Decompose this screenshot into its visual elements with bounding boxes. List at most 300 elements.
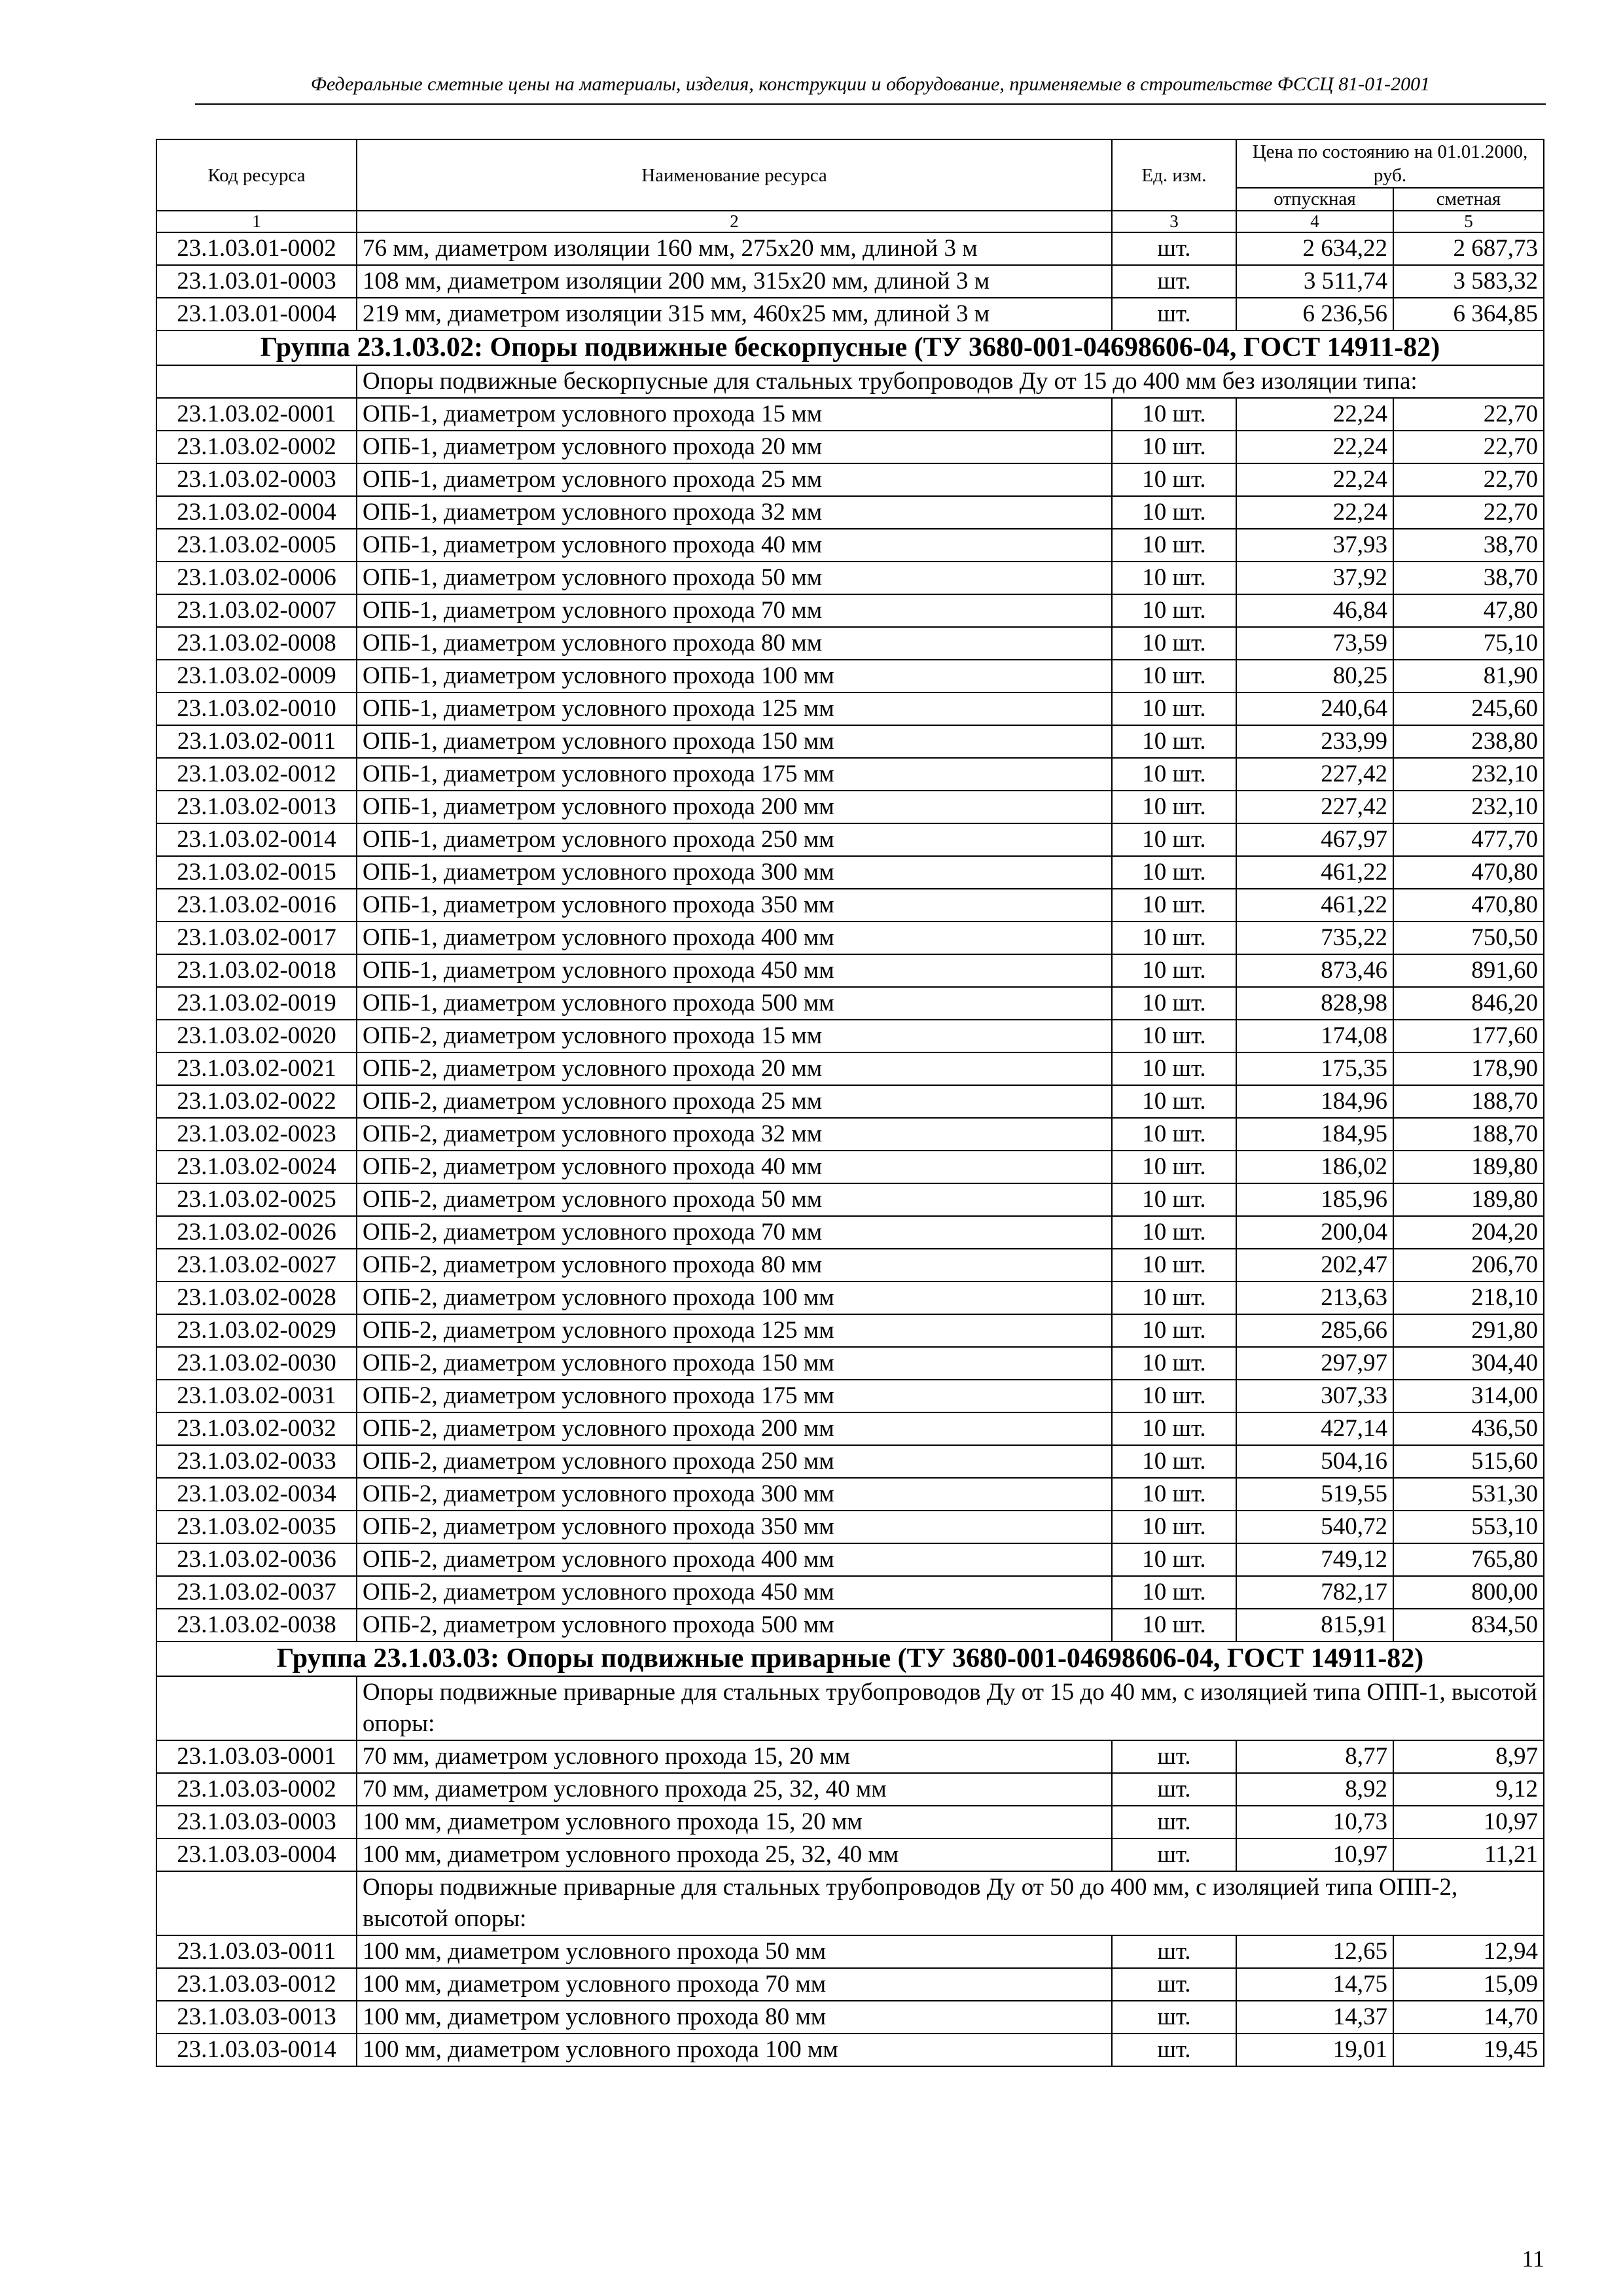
unit-of-measure: 10 шт.: [1112, 1151, 1236, 1183]
release-price: 37,93: [1236, 529, 1393, 562]
subgroup-note: Опоры подвижные приварные для стальных трубопроводов Ду от 15 до 40 мм, с изоляцией типа ОПП-1, высотой опоры:: [357, 1676, 1544, 1740]
column-number: 1: [156, 211, 357, 232]
resource-code: 23.1.03.02-0013: [156, 791, 357, 823]
unit-of-measure: 10 шт.: [1112, 562, 1236, 594]
estimate-price: 38,70: [1393, 529, 1544, 562]
table-row: [156, 791, 1544, 823]
resource-code: 23.1.03.02-0008: [156, 627, 357, 660]
table-row: [156, 823, 1544, 856]
unit-of-measure: 10 шт.: [1112, 1511, 1236, 1543]
estimate-price: 188,70: [1393, 1085, 1544, 1118]
unit-of-measure: шт.: [1112, 1806, 1236, 1839]
estimate-price: 515,60: [1393, 1445, 1544, 1478]
estimate-price: 22,70: [1393, 463, 1544, 496]
estimate-price: 238,80: [1393, 725, 1544, 758]
table-row: [156, 1968, 1544, 2001]
resource-code: 23.1.03.02-0032: [156, 1412, 357, 1445]
group-heading: Группа 23.1.03.03: Опоры подвижные приварные (ТУ 3680-001-04698606-04, ГОСТ 14911-82): [156, 1641, 1544, 1676]
table-row: [156, 1151, 1544, 1183]
resource-name: ОПБ-2, диаметром условного прохода 350 мм: [357, 1511, 1112, 1543]
unit-of-measure: шт.: [1112, 1935, 1236, 1968]
group-heading-row: [156, 1641, 1544, 1676]
estimate-price: 15,09: [1393, 1968, 1544, 2001]
resource-name: ОПБ-1, диаметром условного прохода 250 мм: [357, 823, 1112, 856]
estimate-price: 11,21: [1393, 1839, 1544, 1871]
unit-of-measure: шт.: [1112, 1773, 1236, 1806]
estimate-price: 206,70: [1393, 1249, 1544, 1282]
release-price: 540,72: [1236, 1511, 1393, 1543]
resource-name: ОПБ-1, диаметром условного прохода 100 мм: [357, 660, 1112, 692]
release-price: 174,08: [1236, 1020, 1393, 1052]
release-price: 22,24: [1236, 496, 1393, 529]
table-row: [156, 562, 1544, 594]
unit-of-measure: 10 шт.: [1112, 594, 1236, 627]
resource-code: 23.1.03.02-0002: [156, 431, 357, 463]
table-row: [156, 431, 1544, 463]
table-row: [156, 889, 1544, 922]
resource-code: 23.1.03.03-0013: [156, 2001, 357, 2034]
resource-code: 23.1.03.01-0003: [156, 265, 357, 298]
subgroup-note: Опоры подвижные приварные для стальных трубопроводов Ду от 50 до 400 мм, с изоляцией типа ОПП-2, высотой опоры:: [357, 1871, 1544, 1935]
unit-of-measure: 10 шт.: [1112, 823, 1236, 856]
release-price: 227,42: [1236, 791, 1393, 823]
page-number: 11: [1522, 2246, 1544, 2272]
release-price: 22,24: [1236, 463, 1393, 496]
table-row: [156, 298, 1544, 331]
header-rule: [195, 103, 1546, 105]
table-row: [156, 1839, 1544, 1871]
release-price: 467,97: [1236, 823, 1393, 856]
estimate-price: 177,60: [1393, 1020, 1544, 1052]
release-price: 504,16: [1236, 1445, 1393, 1478]
resource-code: 23.1.03.02-0009: [156, 660, 357, 692]
release-price: 2 634,22: [1236, 232, 1393, 265]
table-row: [156, 1282, 1544, 1314]
unit-of-measure: 10 шт.: [1112, 398, 1236, 431]
table-row: [156, 660, 1544, 692]
release-price: 3 511,74: [1236, 265, 1393, 298]
table-row: [156, 856, 1544, 889]
table-row: [156, 1118, 1544, 1151]
unit-of-measure: 10 шт.: [1112, 1445, 1236, 1478]
resource-name: 100 мм, диаметром условного прохода 80 мм: [357, 2001, 1112, 2034]
unit-of-measure: 10 шт.: [1112, 954, 1236, 987]
release-price: 213,63: [1236, 1282, 1393, 1314]
estimate-price: 22,70: [1393, 398, 1544, 431]
release-price: 6 236,56: [1236, 298, 1393, 331]
estimate-price: 470,80: [1393, 856, 1544, 889]
estimate-price: 232,10: [1393, 791, 1544, 823]
table-row: [156, 1314, 1544, 1347]
resource-name: ОПБ-1, диаметром условного прохода 300 мм: [357, 856, 1112, 889]
release-price: 519,55: [1236, 1478, 1393, 1511]
table-row: [156, 1020, 1544, 1052]
column-number: 3: [1112, 211, 1236, 232]
resource-code: 23.1.03.02-0029: [156, 1314, 357, 1347]
release-price: 22,24: [1236, 398, 1393, 431]
unit-of-measure: 10 шт.: [1112, 1576, 1236, 1609]
resource-name: 70 мм, диаметром условного прохода 25, 32, 40 мм: [357, 1773, 1112, 1806]
resource-name: ОПБ-2, диаметром условного прохода 25 мм: [357, 1085, 1112, 1118]
table-row: [156, 2001, 1544, 2034]
resource-name: ОПБ-1, диаметром условного прохода 80 мм: [357, 627, 1112, 660]
resource-name: ОПБ-2, диаметром условного прохода 175 мм: [357, 1380, 1112, 1412]
resource-code: 23.1.03.02-0005: [156, 529, 357, 562]
resource-name: ОПБ-2, диаметром условного прохода 400 мм: [357, 1543, 1112, 1576]
column-number: 5: [1393, 211, 1544, 232]
unit-of-measure: 10 шт.: [1112, 987, 1236, 1020]
table-row: [156, 725, 1544, 758]
resource-code: 23.1.03.02-0018: [156, 954, 357, 987]
table-row: [156, 1085, 1544, 1118]
estimate-price: 22,70: [1393, 496, 1544, 529]
resource-code: 23.1.03.02-0031: [156, 1380, 357, 1412]
table-row: [156, 954, 1544, 987]
resource-name: ОПБ-1, диаметром условного прохода 40 мм: [357, 529, 1112, 562]
resource-code: 23.1.03.02-0022: [156, 1085, 357, 1118]
resource-name: ОПБ-2, диаметром условного прохода 200 мм: [357, 1412, 1112, 1445]
resource-code: 23.1.03.02-0004: [156, 496, 357, 529]
estimate-price: 553,10: [1393, 1511, 1544, 1543]
table-row: [156, 594, 1544, 627]
release-price: 73,59: [1236, 627, 1393, 660]
resource-code: 23.1.03.02-0021: [156, 1052, 357, 1085]
table-row: [156, 265, 1544, 298]
table-row: [156, 1576, 1544, 1609]
resource-code: 23.1.03.02-0024: [156, 1151, 357, 1183]
resource-name: 100 мм, диаметром условного прохода 25, 32, 40 мм: [357, 1839, 1112, 1871]
unit-of-measure: 10 шт.: [1112, 1347, 1236, 1380]
table-row: [156, 1347, 1544, 1380]
table-row: [156, 1249, 1544, 1282]
unit-of-measure: шт.: [1112, 1968, 1236, 2001]
resource-name: ОПБ-1, диаметром условного прохода 200 мм: [357, 791, 1112, 823]
resource-name: ОПБ-1, диаметром условного прохода 350 мм: [357, 889, 1112, 922]
table-row: [156, 1380, 1544, 1412]
resource-code: 23.1.03.02-0007: [156, 594, 357, 627]
unit-of-measure: 10 шт.: [1112, 1609, 1236, 1641]
release-price: 240,64: [1236, 692, 1393, 725]
estimate-price: 834,50: [1393, 1609, 1544, 1641]
resource-name: 219 мм, диаметром изоляции 315 мм, 460х25 мм, длиной 3 м: [357, 298, 1112, 331]
resource-code: 23.1.03.02-0020: [156, 1020, 357, 1052]
unit-of-measure: 10 шт.: [1112, 889, 1236, 922]
estimate-price: 750,50: [1393, 922, 1544, 954]
table-row: [156, 1511, 1544, 1543]
resource-code: 23.1.03.02-0028: [156, 1282, 357, 1314]
resource-name: ОПБ-2, диаметром условного прохода 100 мм: [357, 1282, 1112, 1314]
table-row: [156, 1052, 1544, 1085]
unit-of-measure: 10 шт.: [1112, 1052, 1236, 1085]
estimate-price: 75,10: [1393, 627, 1544, 660]
column-number: 2: [357, 211, 1112, 232]
resource-name: 100 мм, диаметром условного прохода 15, 20 мм: [357, 1806, 1112, 1839]
resource-name: ОПБ-2, диаметром условного прохода 32 мм: [357, 1118, 1112, 1151]
resource-name: ОПБ-2, диаметром условного прохода 40 мм: [357, 1151, 1112, 1183]
release-price: 10,97: [1236, 1839, 1393, 1871]
resource-name: ОПБ-1, диаметром условного прохода 150 мм: [357, 725, 1112, 758]
estimate-price: 12,94: [1393, 1935, 1544, 1968]
unit-of-measure: 10 шт.: [1112, 725, 1236, 758]
estimate-price: 6 364,85: [1393, 298, 1544, 331]
resource-name: ОПБ-2, диаметром условного прохода 15 мм: [357, 1020, 1112, 1052]
release-price: 186,02: [1236, 1151, 1393, 1183]
header-price: Цена по состоянию на 01.01.2000, руб.: [1236, 139, 1544, 188]
subgroup-note-row: [156, 1871, 1544, 1935]
column-number: 4: [1236, 211, 1393, 232]
unit-of-measure: 10 шт.: [1112, 431, 1236, 463]
table-row: [156, 232, 1544, 265]
table-header-row: [156, 139, 1544, 188]
unit-of-measure: 10 шт.: [1112, 1020, 1236, 1052]
release-price: 828,98: [1236, 987, 1393, 1020]
unit-of-measure: 10 шт.: [1112, 692, 1236, 725]
unit-of-measure: 10 шт.: [1112, 1478, 1236, 1511]
resource-name: 100 мм, диаметром условного прохода 100 мм: [357, 2034, 1112, 2066]
unit-of-measure: 10 шт.: [1112, 1543, 1236, 1576]
unit-of-measure: 10 шт.: [1112, 463, 1236, 496]
estimate-price: 891,60: [1393, 954, 1544, 987]
table-row: [156, 1412, 1544, 1445]
unit-of-measure: 10 шт.: [1112, 1118, 1236, 1151]
unit-of-measure: шт.: [1112, 1839, 1236, 1871]
unit-of-measure: 10 шт.: [1112, 1085, 1236, 1118]
estimate-price: 477,70: [1393, 823, 1544, 856]
resource-name: ОПБ-2, диаметром условного прохода 300 мм: [357, 1478, 1112, 1511]
resource-name: ОПБ-1, диаметром условного прохода 175 мм: [357, 758, 1112, 791]
release-price: 233,99: [1236, 725, 1393, 758]
resource-code: 23.1.03.02-0010: [156, 692, 357, 725]
release-price: 22,24: [1236, 431, 1393, 463]
release-price: 227,42: [1236, 758, 1393, 791]
table-row: [156, 1609, 1544, 1641]
release-price: 427,14: [1236, 1412, 1393, 1445]
table-row: [156, 922, 1544, 954]
resource-name: ОПБ-2, диаметром условного прохода 70 мм: [357, 1216, 1112, 1249]
resource-code: 23.1.03.01-0002: [156, 232, 357, 265]
resource-code: 23.1.03.03-0012: [156, 1968, 357, 2001]
table-row: [156, 627, 1544, 660]
resource-code: 23.1.03.02-0017: [156, 922, 357, 954]
resource-name: ОПБ-1, диаметром условного прохода 50 мм: [357, 562, 1112, 594]
resource-name: ОПБ-1, диаметром условного прохода 125 мм: [357, 692, 1112, 725]
resource-name: 76 мм, диаметром изоляции 160 мм, 275х20 мм, длиной 3 м: [357, 232, 1112, 265]
unit-of-measure: шт.: [1112, 1740, 1236, 1773]
table-row: [156, 758, 1544, 791]
estimate-price: 846,20: [1393, 987, 1544, 1020]
resource-name: 108 мм, диаметром изоляции 200 мм, 315х20 мм, длиной 3 м: [357, 265, 1112, 298]
release-price: 37,92: [1236, 562, 1393, 594]
release-price: 14,37: [1236, 2001, 1393, 2034]
release-price: 80,25: [1236, 660, 1393, 692]
release-price: 185,96: [1236, 1183, 1393, 1216]
resource-name: ОПБ-1, диаметром условного прохода 32 мм: [357, 496, 1112, 529]
table-row: [156, 1935, 1544, 1968]
release-price: 46,84: [1236, 594, 1393, 627]
table-row: [156, 496, 1544, 529]
unit-of-measure: 10 шт.: [1112, 627, 1236, 660]
resource-code: 23.1.03.02-0026: [156, 1216, 357, 1249]
resource-code: 23.1.03.03-0004: [156, 1839, 357, 1871]
resource-name: ОПБ-2, диаметром условного прохода 50 мм: [357, 1183, 1112, 1216]
resource-code: 23.1.03.02-0023: [156, 1118, 357, 1151]
estimate-price: 8,97: [1393, 1740, 1544, 1773]
price-table: [156, 139, 1544, 2067]
header-release-price: отпускная: [1236, 188, 1393, 211]
group-heading: Группа 23.1.03.02: Опоры подвижные бескорпусные (ТУ 3680-001-04698606-04, ГОСТ 14911-82): [156, 331, 1544, 365]
estimate-price: 189,80: [1393, 1151, 1544, 1183]
resource-code: 23.1.03.02-0030: [156, 1347, 357, 1380]
resource-name: ОПБ-2, диаметром условного прохода 500 мм: [357, 1609, 1112, 1641]
estimate-price: 291,80: [1393, 1314, 1544, 1347]
estimate-price: 232,10: [1393, 758, 1544, 791]
estimate-price: 3 583,32: [1393, 265, 1544, 298]
resource-name: ОПБ-1, диаметром условного прохода 70 мм: [357, 594, 1112, 627]
release-price: 8,77: [1236, 1740, 1393, 1773]
unit-of-measure: 10 шт.: [1112, 1282, 1236, 1314]
resource-code: 23.1.03.01-0004: [156, 298, 357, 331]
resource-name: ОПБ-1, диаметром условного прохода 15 мм: [357, 398, 1112, 431]
unit-of-measure: 10 шт.: [1112, 1249, 1236, 1282]
unit-of-measure: шт.: [1112, 265, 1236, 298]
table-row: [156, 398, 1544, 431]
estimate-price: 245,60: [1393, 692, 1544, 725]
resource-code: 23.1.03.02-0025: [156, 1183, 357, 1216]
resource-code: 23.1.03.02-0006: [156, 562, 357, 594]
table-row: [156, 1445, 1544, 1478]
estimate-price: 765,80: [1393, 1543, 1544, 1576]
resource-code: 23.1.03.02-0016: [156, 889, 357, 922]
table-row: [156, 1478, 1544, 1511]
release-price: 285,66: [1236, 1314, 1393, 1347]
table-row: [156, 1806, 1544, 1839]
unit-of-measure: 10 шт.: [1112, 758, 1236, 791]
resource-name: ОПБ-1, диаметром условного прохода 25 мм: [357, 463, 1112, 496]
column-number-row: [156, 211, 1544, 232]
estimate-price: 204,20: [1393, 1216, 1544, 1249]
resource-name: ОПБ-2, диаметром условного прохода 80 мм: [357, 1249, 1112, 1282]
resource-code: 23.1.03.02-0014: [156, 823, 357, 856]
resource-code: 23.1.03.02-0035: [156, 1511, 357, 1543]
unit-of-measure: шт.: [1112, 2001, 1236, 2034]
estimate-price: 47,80: [1393, 594, 1544, 627]
resource-code: 23.1.03.02-0019: [156, 987, 357, 1020]
table-row: [156, 1740, 1544, 1773]
release-price: 749,12: [1236, 1543, 1393, 1576]
resource-code: 23.1.03.02-0027: [156, 1249, 357, 1282]
unit-of-measure: 10 шт.: [1112, 922, 1236, 954]
resource-code: 23.1.03.03-0002: [156, 1773, 357, 1806]
header-unit: Ед. изм.: [1112, 139, 1236, 211]
resource-name: 100 мм, диаметром условного прохода 50 мм: [357, 1935, 1112, 1968]
release-price: 461,22: [1236, 856, 1393, 889]
header-name: Наименование ресурса: [357, 139, 1112, 211]
estimate-price: 531,30: [1393, 1478, 1544, 1511]
release-price: 8,92: [1236, 1773, 1393, 1806]
empty-cell: [156, 1871, 357, 1935]
release-price: 735,22: [1236, 922, 1393, 954]
estimate-price: 10,97: [1393, 1806, 1544, 1839]
release-price: 307,33: [1236, 1380, 1393, 1412]
estimate-price: 470,80: [1393, 889, 1544, 922]
resource-code: 23.1.03.02-0011: [156, 725, 357, 758]
table-row: [156, 692, 1544, 725]
release-price: 184,96: [1236, 1085, 1393, 1118]
header-estimate-price: сметная: [1393, 188, 1544, 211]
release-price: 14,75: [1236, 1968, 1393, 2001]
resource-code: 23.1.03.03-0001: [156, 1740, 357, 1773]
estimate-price: 800,00: [1393, 1576, 1544, 1609]
estimate-price: 2 687,73: [1393, 232, 1544, 265]
group-heading-row: [156, 331, 1544, 365]
unit-of-measure: 10 шт.: [1112, 1183, 1236, 1216]
table-row: [156, 463, 1544, 496]
release-price: 200,04: [1236, 1216, 1393, 1249]
resource-name: ОПБ-2, диаметром условного прохода 125 мм: [357, 1314, 1112, 1347]
header-code: Код ресурса: [156, 139, 357, 211]
resource-name: 70 мм, диаметром условного прохода 15, 20 мм: [357, 1740, 1112, 1773]
resource-name: ОПБ-2, диаметром условного прохода 450 мм: [357, 1576, 1112, 1609]
table-row: [156, 1543, 1544, 1576]
release-price: 873,46: [1236, 954, 1393, 987]
table-row: [156, 1773, 1544, 1806]
resource-code: 23.1.03.02-0038: [156, 1609, 357, 1641]
table-row: [156, 1183, 1544, 1216]
table-row: [156, 2034, 1544, 2066]
empty-cell: [156, 1676, 357, 1740]
subgroup-note: Опоры подвижные бескорпусные для стальных трубопроводов Ду от 15 до 400 мм без изоляции типа:: [357, 365, 1544, 398]
resource-code: 23.1.03.02-0033: [156, 1445, 357, 1478]
unit-of-measure: шт.: [1112, 2034, 1236, 2066]
unit-of-measure: шт.: [1112, 232, 1236, 265]
resource-code: 23.1.03.03-0003: [156, 1806, 357, 1839]
release-price: 461,22: [1236, 889, 1393, 922]
estimate-price: 22,70: [1393, 431, 1544, 463]
release-price: 19,01: [1236, 2034, 1393, 2066]
release-price: 782,17: [1236, 1576, 1393, 1609]
unit-of-measure: 10 шт.: [1112, 1216, 1236, 1249]
unit-of-measure: 10 шт.: [1112, 1314, 1236, 1347]
resource-code: 23.1.03.02-0034: [156, 1478, 357, 1511]
resource-name: ОПБ-1, диаметром условного прохода 500 мм: [357, 987, 1112, 1020]
unit-of-measure: 10 шт.: [1112, 496, 1236, 529]
unit-of-measure: 10 шт.: [1112, 1380, 1236, 1412]
estimate-price: 314,00: [1393, 1380, 1544, 1412]
unit-of-measure: 10 шт.: [1112, 529, 1236, 562]
resource-code: 23.1.03.02-0003: [156, 463, 357, 496]
resource-code: 23.1.03.02-0012: [156, 758, 357, 791]
resource-name: ОПБ-1, диаметром условного прохода 20 мм: [357, 431, 1112, 463]
table-row: [156, 1216, 1544, 1249]
estimate-price: 304,40: [1393, 1347, 1544, 1380]
resource-code: 23.1.03.02-0001: [156, 398, 357, 431]
estimate-price: 188,70: [1393, 1118, 1544, 1151]
resource-code: 23.1.03.02-0015: [156, 856, 357, 889]
resource-name: ОПБ-1, диаметром условного прохода 400 мм: [357, 922, 1112, 954]
unit-of-measure: 10 шт.: [1112, 791, 1236, 823]
resource-name: ОПБ-1, диаметром условного прохода 450 мм: [357, 954, 1112, 987]
resource-code: 23.1.03.03-0014: [156, 2034, 357, 2066]
estimate-price: 436,50: [1393, 1412, 1544, 1445]
release-price: 202,47: [1236, 1249, 1393, 1282]
unit-of-measure: 10 шт.: [1112, 856, 1236, 889]
release-price: 10,73: [1236, 1806, 1393, 1839]
resource-name: ОПБ-2, диаметром условного прохода 250 мм: [357, 1445, 1112, 1478]
unit-of-measure: 10 шт.: [1112, 1412, 1236, 1445]
estimate-price: 81,90: [1393, 660, 1544, 692]
release-price: 184,95: [1236, 1118, 1393, 1151]
estimate-price: 38,70: [1393, 562, 1544, 594]
